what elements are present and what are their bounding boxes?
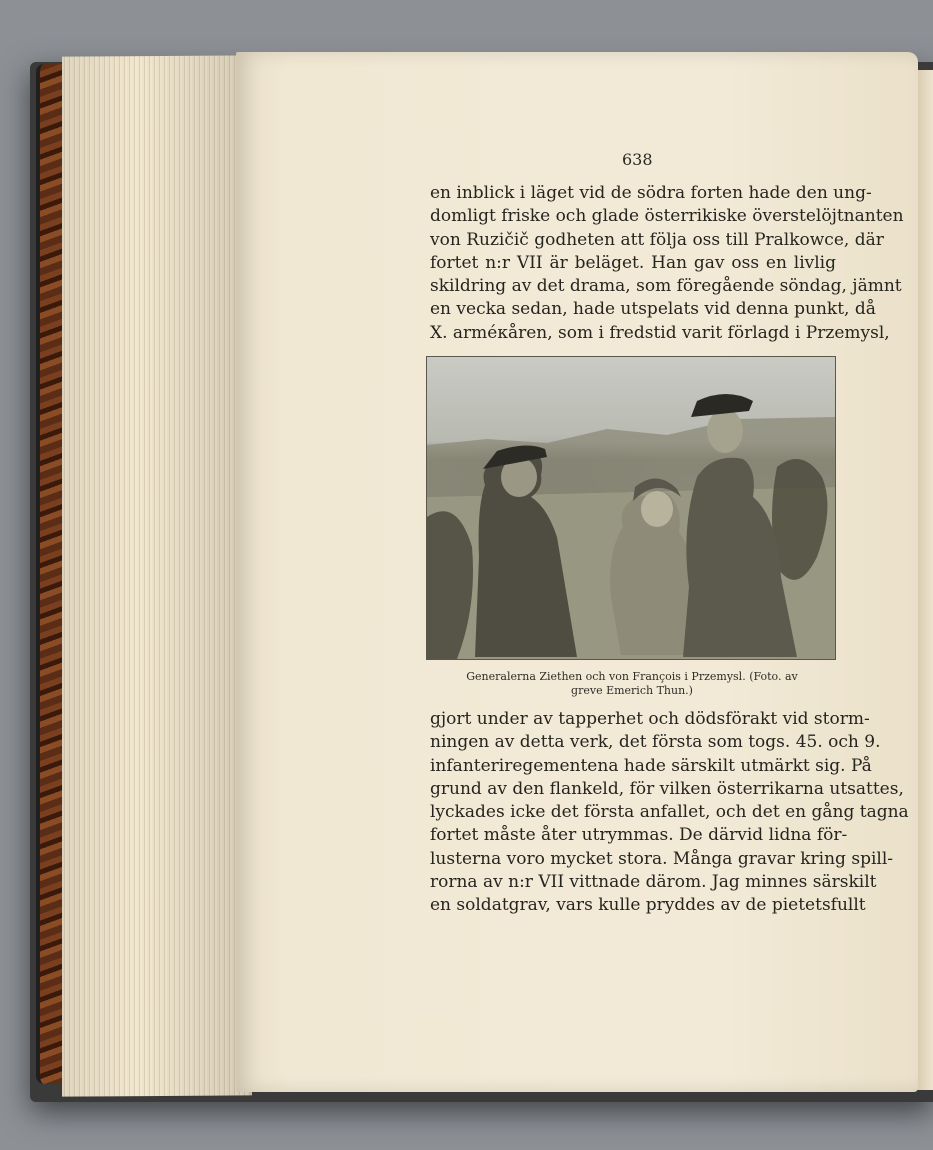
text-line: lyckades icke det första anfallet, och det en gång tagna xyxy=(430,802,909,823)
page-edges-stack xyxy=(62,55,252,1096)
text-line: von Ruzičič godheten att följa oss till Pralkowce, där xyxy=(430,229,884,250)
text-line: en inblick i läget vid de södra forten hade den ung- xyxy=(430,183,872,203)
text-line: en vecka sedan, hade utspelats vid denna punkt, då xyxy=(430,299,876,320)
paragraph-top xyxy=(430,182,904,345)
photograph-generals xyxy=(426,356,836,660)
right-page-edge xyxy=(916,70,933,1090)
page-number: 638 xyxy=(622,150,653,169)
text-line: en soldatgrav, vars kulle pryddes av de pietetsfullt xyxy=(430,895,866,916)
caption-line: greve Emerich Thun.) xyxy=(571,684,693,697)
text-line: ningen av detta verk, det första som togs. 45. och 9. xyxy=(430,732,881,753)
paragraph-bottom xyxy=(430,708,909,918)
book-page xyxy=(236,52,918,1092)
text-line: skildring av det drama, som föregående söndag, jämnt xyxy=(430,276,902,297)
text-line: lusterna voro mycket stora. Många gravar kring spill- xyxy=(430,848,894,869)
photo-illustration xyxy=(427,357,835,659)
text-line: rorna av n:r VII vittnade därom. Jag minnes särskilt xyxy=(430,872,877,893)
photo-caption xyxy=(462,670,802,698)
text-line: fortet n:r VII är beläget. Han gav oss en livlig xyxy=(430,252,836,273)
text-line: domligt friske och glade österrikiske överstelöjtnanten xyxy=(430,206,904,227)
caption-line: Generalerna Ziethen och von François i Przemysl. (Foto. av xyxy=(466,670,798,683)
text-line: fortet måste åter utrymmas. De därvid lidna för- xyxy=(430,825,848,846)
text-line: X. arméкåren, som i fredstid varit förlagd i Przemysl, xyxy=(430,322,890,343)
text-line: infanteriregementena hade särskilt utmärkt sig. På xyxy=(430,755,872,776)
text-line: gjort under av tapperhet och dödsförakt vid storm- xyxy=(430,709,870,729)
text-line: grund av den flankeld, för vilken österrikarna utsattes, xyxy=(430,778,904,799)
